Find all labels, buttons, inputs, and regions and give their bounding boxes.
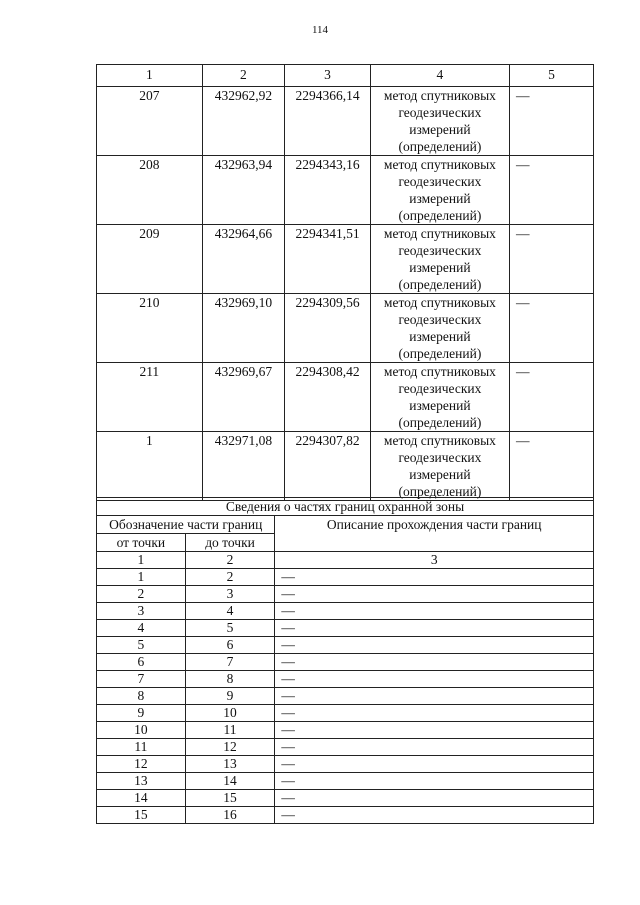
column-number-4: 4 <box>370 65 509 87</box>
table-row <box>97 586 594 603</box>
from-point: 3 <box>97 603 186 620</box>
boundary-parts-title-row <box>97 498 594 516</box>
from-point: 1 <box>97 569 186 586</box>
table-row <box>97 569 594 586</box>
to-point: 3 <box>185 586 275 603</box>
to-point: 9 <box>185 688 275 705</box>
from-point: 7 <box>97 671 186 688</box>
boundary-parts-table <box>96 497 594 824</box>
segment-description: — <box>275 705 594 722</box>
boundary-parts-title: Сведения о частях границ охранной зоны <box>97 498 594 516</box>
from-point: 14 <box>97 790 186 807</box>
segment-description: — <box>275 620 594 637</box>
accuracy-value: — <box>509 432 593 501</box>
accuracy-value: — <box>509 87 593 156</box>
column-number-3: 3 <box>285 65 371 87</box>
accuracy-value: — <box>509 225 593 294</box>
accuracy-value: — <box>509 156 593 225</box>
column-number-2: 2 <box>185 552 275 569</box>
column-number-5: 5 <box>509 65 593 87</box>
coordinate-y: 2294307,82 <box>285 432 371 501</box>
point-number: 1 <box>97 432 203 501</box>
point-number: 210 <box>97 294 203 363</box>
from-point: 10 <box>97 722 186 739</box>
point-number: 209 <box>97 225 203 294</box>
determination-method: метод спутниковых геодезических измерений (определений) <box>370 432 509 501</box>
column-number-2: 2 <box>202 65 285 87</box>
from-point-header: от точки <box>97 534 186 552</box>
column-numbering-row <box>97 552 594 569</box>
table-row <box>97 225 594 294</box>
determination-method: метод спутниковых геодезических измерений (определений) <box>370 363 509 432</box>
from-point: 6 <box>97 654 186 671</box>
to-point: 11 <box>185 722 275 739</box>
to-point: 16 <box>185 807 275 824</box>
segment-description: — <box>275 671 594 688</box>
point-number: 211 <box>97 363 203 432</box>
segment-description: — <box>275 637 594 654</box>
from-point: 15 <box>97 807 186 824</box>
table-row <box>97 603 594 620</box>
segment-description: — <box>275 756 594 773</box>
table-row <box>97 705 594 722</box>
segment-description: — <box>275 688 594 705</box>
segment-description: — <box>275 603 594 620</box>
from-point: 2 <box>97 586 186 603</box>
coordinates-table <box>96 64 594 501</box>
determination-method: метод спутниковых геодезических измерений (определений) <box>370 225 509 294</box>
segment-description: — <box>275 807 594 824</box>
segment-description: — <box>275 569 594 586</box>
to-point: 15 <box>185 790 275 807</box>
table-row <box>97 87 594 156</box>
segment-description: — <box>275 773 594 790</box>
to-point: 7 <box>185 654 275 671</box>
coordinate-y: 2294308,42 <box>285 363 371 432</box>
boundary-segments <box>97 569 594 824</box>
coordinate-x: 432962,92 <box>202 87 285 156</box>
table-row <box>97 637 594 654</box>
to-point-header: до точки <box>185 534 275 552</box>
table-row <box>97 773 594 790</box>
table-row <box>97 756 594 773</box>
coordinate-x: 432964,66 <box>202 225 285 294</box>
to-point: 4 <box>185 603 275 620</box>
to-point: 10 <box>185 705 275 722</box>
segment-description: — <box>275 586 594 603</box>
determination-method: метод спутниковых геодезических измерений (определений) <box>370 294 509 363</box>
determination-method: метод спутниковых геодезических измерений (определений) <box>370 156 509 225</box>
description-header: Описание прохождения части границ <box>275 516 594 552</box>
table-row <box>97 294 594 363</box>
from-point: 13 <box>97 773 186 790</box>
designation-header: Обозначение части границ <box>97 516 275 534</box>
table-row <box>97 654 594 671</box>
from-point: 5 <box>97 637 186 654</box>
table-row <box>97 620 594 637</box>
coordinate-y: 2294341,51 <box>285 225 371 294</box>
coordinates-header-row <box>97 65 594 87</box>
from-point: 9 <box>97 705 186 722</box>
point-number: 207 <box>97 87 203 156</box>
to-point: 6 <box>185 637 275 654</box>
coordinate-y: 2294366,14 <box>285 87 371 156</box>
coordinate-x: 432969,10 <box>202 294 285 363</box>
to-point: 14 <box>185 773 275 790</box>
from-point: 11 <box>97 739 186 756</box>
boundary-parts-header-row <box>97 516 594 534</box>
from-point: 4 <box>97 620 186 637</box>
table-row <box>97 432 594 501</box>
to-point: 12 <box>185 739 275 756</box>
table-row <box>97 807 594 824</box>
to-point: 5 <box>185 620 275 637</box>
table-row <box>97 688 594 705</box>
column-number-1: 1 <box>97 552 186 569</box>
segment-description: — <box>275 722 594 739</box>
accuracy-value: — <box>509 294 593 363</box>
to-point: 13 <box>185 756 275 773</box>
to-point: 8 <box>185 671 275 688</box>
from-point: 12 <box>97 756 186 773</box>
column-number-1: 1 <box>97 65 203 87</box>
table-row <box>97 363 594 432</box>
table-row <box>97 671 594 688</box>
coordinate-x: 432971,08 <box>202 432 285 501</box>
accuracy-value: — <box>509 363 593 432</box>
point-number: 208 <box>97 156 203 225</box>
coordinate-y: 2294309,56 <box>285 294 371 363</box>
from-point: 8 <box>97 688 186 705</box>
to-point: 2 <box>185 569 275 586</box>
column-number-3: 3 <box>275 552 594 569</box>
table-row <box>97 722 594 739</box>
table-row <box>97 739 594 756</box>
determination-method: метод спутниковых геодезических измерений (определений) <box>370 87 509 156</box>
segment-description: — <box>275 739 594 756</box>
table-row <box>97 156 594 225</box>
coordinate-x: 432969,67 <box>202 363 285 432</box>
coordinate-y: 2294343,16 <box>285 156 371 225</box>
table-row <box>97 790 594 807</box>
segment-description: — <box>275 790 594 807</box>
page-number: 114 <box>311 24 329 36</box>
segment-description: — <box>275 654 594 671</box>
coordinate-x: 432963,94 <box>202 156 285 225</box>
